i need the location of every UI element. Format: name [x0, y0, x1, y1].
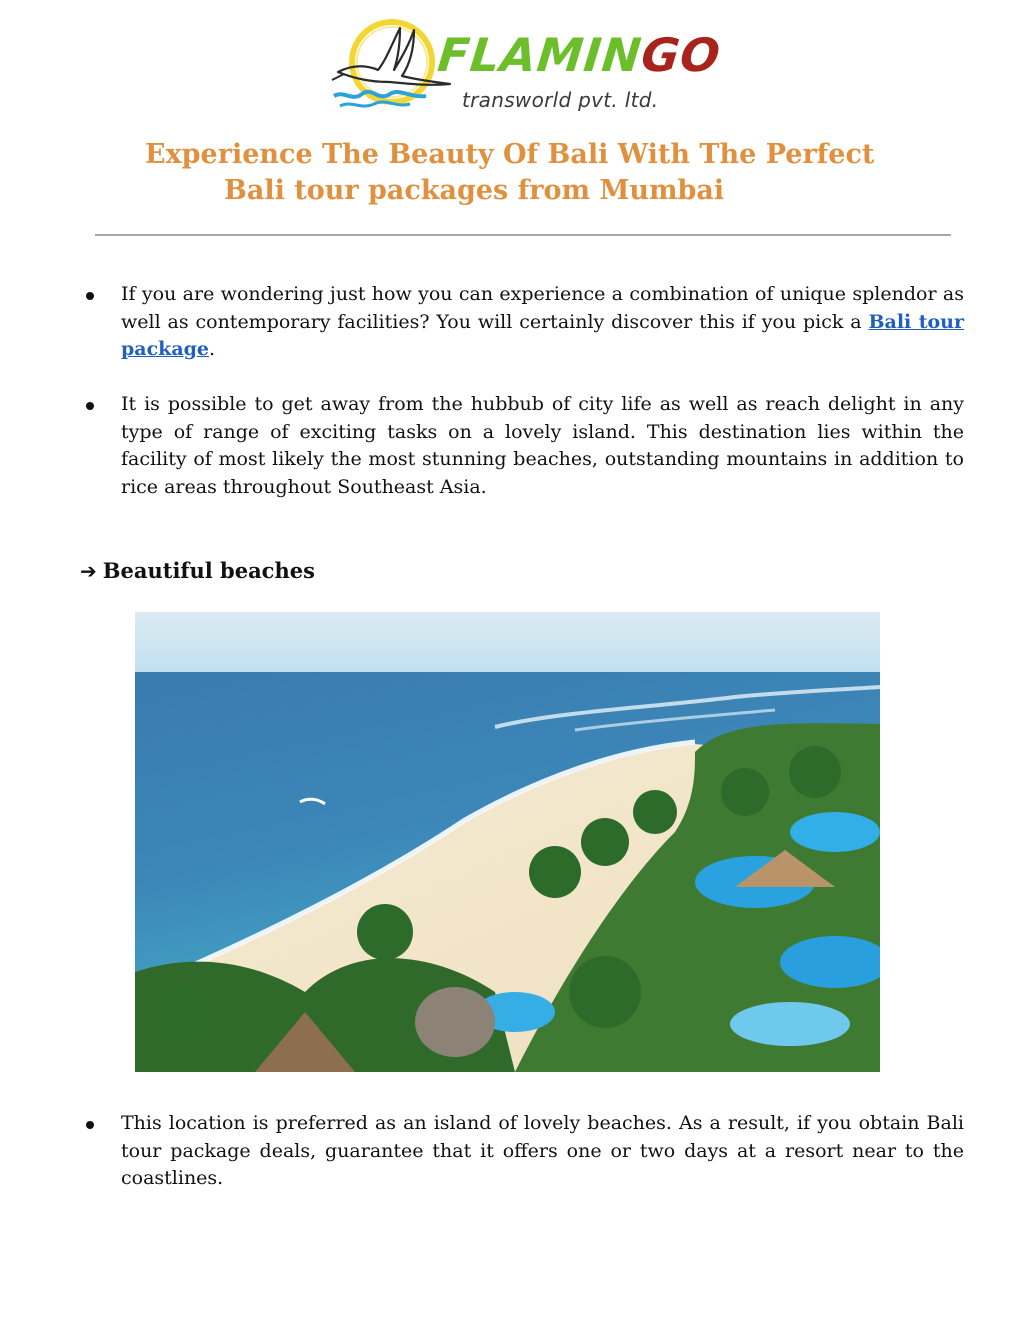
- page-title-line-2: Bali tour packages from Mumbai: [224, 175, 725, 206]
- list-item: [80, 281, 964, 364]
- list-item: [80, 391, 964, 501]
- brand-name-part1: FLAMIN: [435, 28, 645, 82]
- list-item: [80, 1110, 964, 1193]
- brand-name: [435, 28, 724, 82]
- beach-resort-photo: [135, 612, 880, 1072]
- intro-bullet-list: [80, 281, 964, 364]
- bullet-text-end: .: [209, 338, 216, 361]
- bullet-text: It is possible to get away from the hubbub of city life as well as reach delight in any type of range of exciting tasks on a lovely island. This destination lies within the facility of most likely the most stunning beaches, outstanding mountains in addition to rice areas throughout Southeast Asia.: [121, 393, 964, 498]
- intro-bullet-list-2: [80, 391, 964, 501]
- bullet-text: If you are wondering just how you can experience a combination of unique splendor as well as contemporary facilities? You will certainly discover this if you pick a: [121, 283, 964, 333]
- bullet-icon: [86, 1121, 94, 1129]
- brand-name-part2: GO: [638, 28, 724, 82]
- company-logo: [330, 14, 724, 118]
- brand-tagline: transworld pvt. ltd.: [462, 88, 659, 112]
- bali-tour-package-link[interactable]: Bali tour package: [121, 310, 964, 361]
- horizontal-divider: [95, 234, 951, 236]
- beaches-bullet-list: [80, 1110, 964, 1193]
- right-arrow-icon: ➔: [80, 559, 97, 583]
- bullet-icon: [86, 292, 94, 300]
- bullet-text: This location is preferred as an island of lovely beaches. As a result, if you obtain Bali tour package deals, guarantee that it offers one or two days at a resort near to the coastlines.: [121, 1112, 964, 1190]
- beach-resort-image: [135, 612, 880, 1072]
- section-heading: [80, 557, 315, 585]
- bullet-icon: [86, 402, 94, 410]
- section-heading-text: Beautiful beaches: [102, 558, 315, 583]
- page-title-line-1: Experience The Beauty Of Bali With The Perfect: [145, 139, 875, 170]
